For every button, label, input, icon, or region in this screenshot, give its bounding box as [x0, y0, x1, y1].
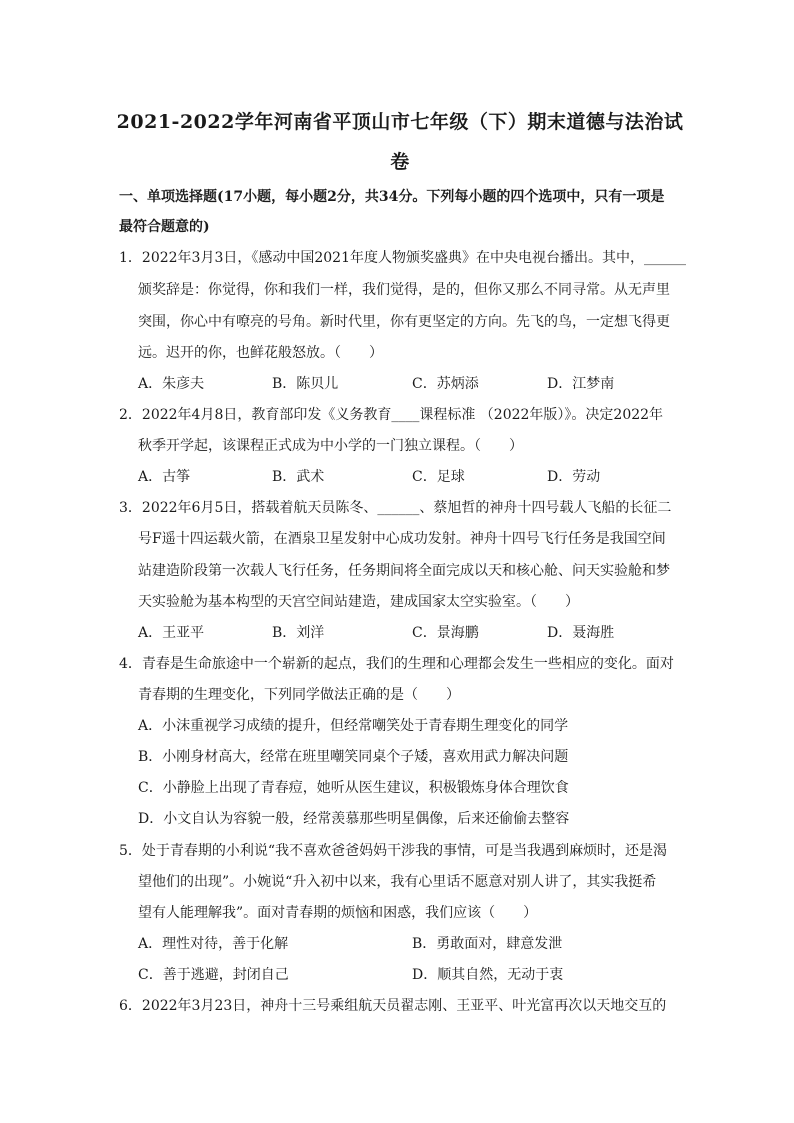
question-1-line-1: 1．2022年3月3日，《感动中国2021年度人物颁奖盛典》在中央电视台播出。其中，______ [119, 250, 686, 266]
question-4-line-1: 4．青春是生命旅途中一个崭新的起点，我们的生理和心理都会发生一些相应的变化。面对 [119, 656, 674, 672]
question-5-option-a[interactable]: A．理性对待，善于化解 [138, 936, 289, 952]
question-2-line-1: 2．2022年4月8日，教育部印发《义务教育____课程标准 （2022年版）》。决定2022年 [119, 407, 664, 423]
question-4-line-2: 青春期的生理变化，下列同学做法正确的是（ ） [138, 687, 460, 703]
question-1-option-c[interactable]: C．苏炳添 [412, 376, 479, 392]
question-5-option-b[interactable]: B．勇敢面对，肆意发泄 [412, 936, 563, 952]
exam-title-line1: 2021-2022学年河南省平顶山市七年级（下）期末道德与法治试 [116, 111, 684, 133]
question-5-line-2: 望他们的出现”。小婉说“升入初中以来，我有心里话不愿意对别人讲了，其实我挺希 [138, 874, 657, 890]
question-4-option-a[interactable]: A．小沫重视学习成绩的提升，但经常嘲笑处于青春期生理变化的同学 [138, 718, 569, 734]
question-3-line-1: 3．2022年6月5日，搭载着航天员陈冬、______、蔡旭哲的神舟十四号载人飞船的长征二 [119, 500, 672, 516]
question-1-option-b[interactable]: B．陈贝儿 [272, 376, 339, 392]
question-3-line-2: 号F遥十四运载火箭，在酒泉卫星发射中心成功发射。神舟十四号飞行任务是我国空间 [138, 531, 666, 547]
question-1-line-2: 颁奖辞是：你觉得，你和我们一样，我们觉得，是的，但你又那么不同寻常。从无声里 [138, 282, 670, 298]
question-3-option-b[interactable]: B．刘洋 [272, 625, 325, 641]
question-5-option-d[interactable]: D．顺其自然，无动于衷 [412, 967, 564, 983]
question-1-line-4: 远。迟开的你，也鲜花般怒放。（ ） [138, 345, 383, 361]
question-3-line-3: 站建造阶段第一次载人飞行任务，任务期间将全面完成以天和核心舱、问天实验舱和梦 [138, 563, 670, 579]
question-2-option-d[interactable]: D．劳动 [547, 469, 601, 485]
question-3-line-4: 天实验舱为基本构型的天宫空间站建造，建成国家太空实验室。（ ） [138, 594, 579, 610]
question-2-line-2: 秋季开学起，该课程正式成为中小学的一门独立课程。（ ） [138, 438, 523, 454]
question-2-option-c[interactable]: C．足球 [412, 469, 465, 485]
question-4-option-b[interactable]: B．小刚身材高大，经常在班里嘲笑同桌个子矮，喜欢用武力解决问题 [138, 749, 569, 765]
question-1-line-3: 突围，你心中有嘹亮的号角。新时代里，你有更坚定的方向。先飞的鸟，一定想飞得更 [138, 314, 670, 330]
section-heading-line1: 一、单项选择题(17小题，每小题2分，共34分。下列每小题的四个选项中，只有一项是 [119, 189, 665, 205]
section-heading-line2: 最符合题意的) [119, 219, 210, 235]
question-3-option-a[interactable]: A．王亚平 [138, 625, 205, 641]
question-3-option-d[interactable]: D．聂海胜 [547, 625, 615, 641]
question-4-option-c[interactable]: C．小静脸上出现了青春痘，她听从医生建议，积极锻炼身体合理饮食 [138, 780, 569, 796]
question-5-option-c[interactable]: C．善于逃避，封闭自己 [138, 967, 289, 983]
question-2-option-b[interactable]: B．武术 [272, 469, 325, 485]
exam-title-line2: 卷 [390, 151, 410, 173]
question-1-option-a[interactable]: A．朱彦夫 [138, 376, 205, 392]
question-4-option-d[interactable]: D．小文自认为容貌一般，经常羡慕那些明星偶像，后来还偷偷去整容 [138, 811, 570, 827]
question-5-line-3: 望有人能理解我”。面对青春期的烦恼和困惑，我们应该（ ） [138, 905, 538, 921]
question-2-option-a[interactable]: A．古筝 [138, 469, 191, 485]
question-1-option-d[interactable]: D．江梦南 [547, 376, 615, 392]
question-5-line-1: 5．处于青春期的小利说“我不喜欢爸爸妈妈干涉我的事情，可是当我遇到麻烦时，还是渴 [119, 843, 668, 859]
question-6-line-1: 6．2022年3月23日，神舟十三号乘组航天员翟志刚、王亚平、叶光富再次以天地交互的 [119, 998, 667, 1014]
question-3-option-c[interactable]: C．景海鹏 [412, 625, 479, 641]
